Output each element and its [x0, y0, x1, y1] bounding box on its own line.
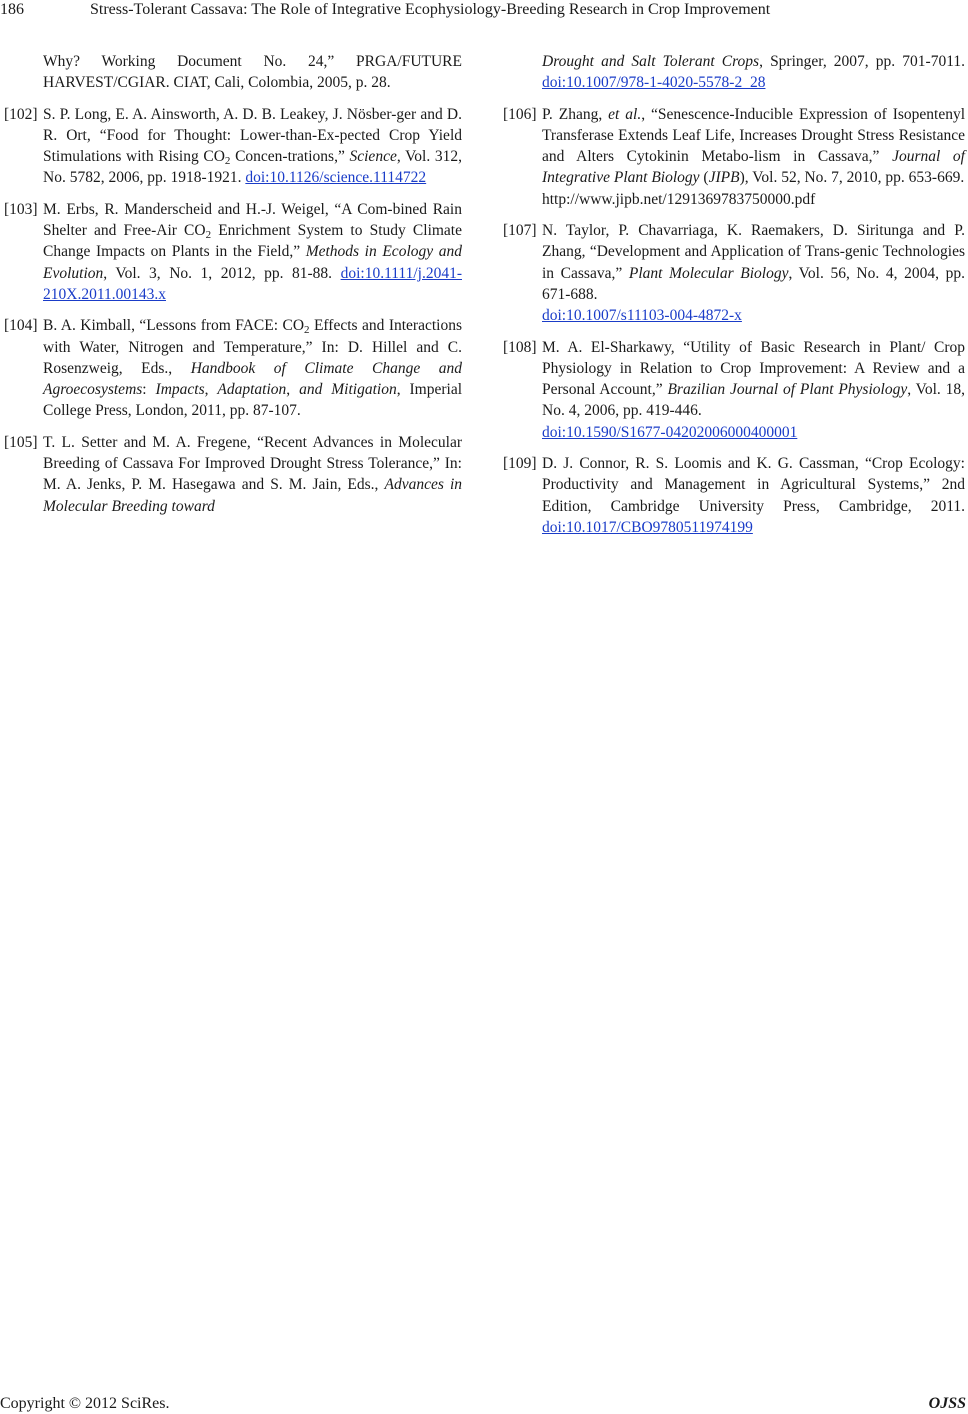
reference-109 — [503, 453, 965, 538]
reference-104 — [4, 315, 462, 421]
page-header — [0, 0, 968, 24]
reference-102 — [4, 104, 462, 189]
journal-title: Brazilian Journal of Plant Physiology — [667, 381, 908, 399]
doi-link[interactable]: doi:10.1017/CBO9780511974199 — [542, 518, 753, 536]
reference-text-part: Enrichment System to Study Climate Change Impacts on Plants in the Field,” — [43, 222, 462, 261]
book-title: Adaptation — [217, 381, 287, 399]
reference-106 — [503, 104, 965, 210]
book-title: and — [299, 381, 323, 399]
reference-text — [542, 104, 965, 210]
doi-link[interactable]: doi:10.1007/s11103-004-4872-x — [542, 307, 742, 325]
reference-number: [102] — [4, 105, 38, 123]
reference-text-part: , “Senescence-Inducible Expression of Isopentenyl Transferase Extends Leaf Life, Increases Drought Stress Resistance and Alters Cytokinin Metabo-lism in Cassava,” — [542, 105, 966, 166]
reference-number: [108] — [503, 338, 537, 356]
doi-link[interactable]: doi:10.1126/science.1114722 — [245, 169, 427, 187]
subscript: 2 — [205, 229, 212, 242]
reference-text-part: Concen-trations,” — [230, 148, 350, 166]
reference-text — [43, 432, 462, 517]
reference-number: [106] — [503, 105, 537, 123]
book-title: Mitigation — [331, 381, 397, 399]
reference-text-part: M. A. El-Sharkawy, “Utility of Basic Research in Plant/ Crop Physiology in Relation to Crop Improvement: A Review and a Personal Account,” — [542, 338, 965, 399]
running-title: Stress-Tolerant Cassava: The Role of Integrative Ecophysiology-Breeding Research in Crop Improvement — [90, 1, 771, 18]
reference-text-part: N. Taylor, P. Chavarriaga, K. Raemakers, D. Siritunga and P. Zhang, “Development and Application of Trans-genic Technologies in Cassava,” — [542, 222, 965, 282]
subscript: 2 — [304, 324, 310, 337]
reference-text — [542, 453, 965, 538]
page-number: 186 — [0, 1, 24, 18]
reference-105 — [4, 432, 462, 517]
et-al: et al. — [608, 105, 642, 123]
reference-text-part: T. L. Setter and M. A. Fregene, “Recent Advances in Molecular Breeding of Cassava For Improved Drought Stress Tolerance,” In: M. A. Jenks, P. M. Hasegawa and S. M. Jain, Eds., — [43, 433, 462, 494]
reference-text-part: , Vol. 18, No. 4, 2006, pp. 419-446. — [542, 381, 965, 420]
book-title: Impacts — [155, 381, 205, 399]
reference-number: [103] — [4, 200, 38, 218]
reference-number: [105] — [4, 433, 38, 451]
reference-text-part: , — [204, 381, 218, 399]
reference-103 — [4, 199, 462, 305]
reference-text-part: , Vol. 3, No. 1, 2012, pp. 81-88. — [103, 264, 341, 282]
subscript: 2 — [224, 155, 231, 168]
reference-108 — [503, 337, 965, 443]
book-title: Handbook of Climate Change and Agroecosystems — [43, 359, 462, 399]
journal-abbreviation: JIPB — [708, 169, 740, 187]
reference-text — [542, 220, 965, 326]
reference-text-part: , Vol. 56, No. 4, 2004, pp. 671-688. — [542, 264, 965, 303]
reference-text-part: , Imperial College Press, London, 2011, pp. 87-107. — [43, 381, 463, 420]
book-title: Advances in Molecular Breeding toward — [43, 476, 463, 515]
reference-number: [109] — [503, 455, 537, 473]
reference-text-part: , Springer, 2007, pp. 701-7011. — [759, 53, 965, 70]
reference-number: [104] — [4, 317, 38, 335]
left-column — [4, 51, 462, 527]
reference-text-part: S. P. Long, E. A. Ainsworth, A. D. B. Leakey, J. Nösber-ger and D. R. Ort, “Food for Thought: Lower-than-Ex-pected Crop Yield Stimulations with Rising CO — [43, 105, 462, 166]
doi-link[interactable]: doi:10.1590/S1677-04202006000400001 — [542, 423, 798, 441]
reference-text-part: , Vol. 312, No. 5782, 2006, pp. 1918-1921. — [43, 148, 462, 187]
reference-number: [107] — [503, 222, 537, 240]
reference-text — [542, 337, 965, 443]
copyright-notice: Copyright © 2012 SciRes. — [0, 1395, 170, 1412]
journal-title: Methods in Ecology and Evolution — [43, 243, 462, 282]
journal-title: Science — [349, 148, 397, 166]
reference-text — [43, 315, 462, 421]
reference-text-part: B. A. Kimball, “Lessons from FACE: CO — [43, 317, 305, 335]
reference-107 — [503, 220, 965, 326]
book-title: Drought and Salt Tolerant Crops — [542, 53, 760, 70]
url-text: http://www.jipb.net/1291369783750000.pdf — [542, 190, 816, 208]
reference-text-part: Effects and Interactions with Water, Nitrogen and Temperature,” In: D. Hillel and C. Rosenzweig, Eds., — [43, 317, 462, 377]
doi-link[interactable]: doi:10.1111/j.2041-210X.2011.00143.x — [43, 264, 462, 303]
reference-text-part: ( — [699, 169, 709, 187]
reference-text-part — [322, 381, 331, 398]
journal-title: Journal of Integrative Plant Biology — [542, 148, 965, 187]
reference-text — [43, 199, 462, 305]
reference-text-part: ), Vol. 52, No. 7, 2010, pp. 653-669. — [739, 169, 965, 187]
reference-text — [43, 104, 462, 189]
reference-continuation: Why? Working Document No. 24,” PRGA/FUTURE HARVEST/CGIAR. CIAT, Cali, Colombia, 2005, p. 28. — [43, 53, 462, 92]
reference-text-part: , — [286, 381, 300, 399]
reference-continuation — [503, 51, 965, 94]
reference-text-part: M. Erbs, R. Manderscheid and H.-J. Weigel, “A Com-bined Rain Shelter and Free-Air CO — [43, 200, 462, 240]
reference-text-part: P. Zhang, — [542, 105, 609, 123]
journal-name: OJSS — [928, 1395, 966, 1412]
reference-text-part: : — [142, 381, 156, 399]
reference-text-part: D. J. Connor, R. S. Loomis and K. G. Cassman, “Crop Ecology: Productivity and Management in Agricultural Systems,” 2nd Edition, Cambridge University Press, Cambridge, 2011. — [542, 455, 965, 515]
right-column — [503, 51, 965, 548]
journal-title: Plant Molecular Biology — [628, 264, 789, 282]
doi-link[interactable]: doi:10.1007/978-1-4020-5578-2_28 — [542, 74, 766, 92]
